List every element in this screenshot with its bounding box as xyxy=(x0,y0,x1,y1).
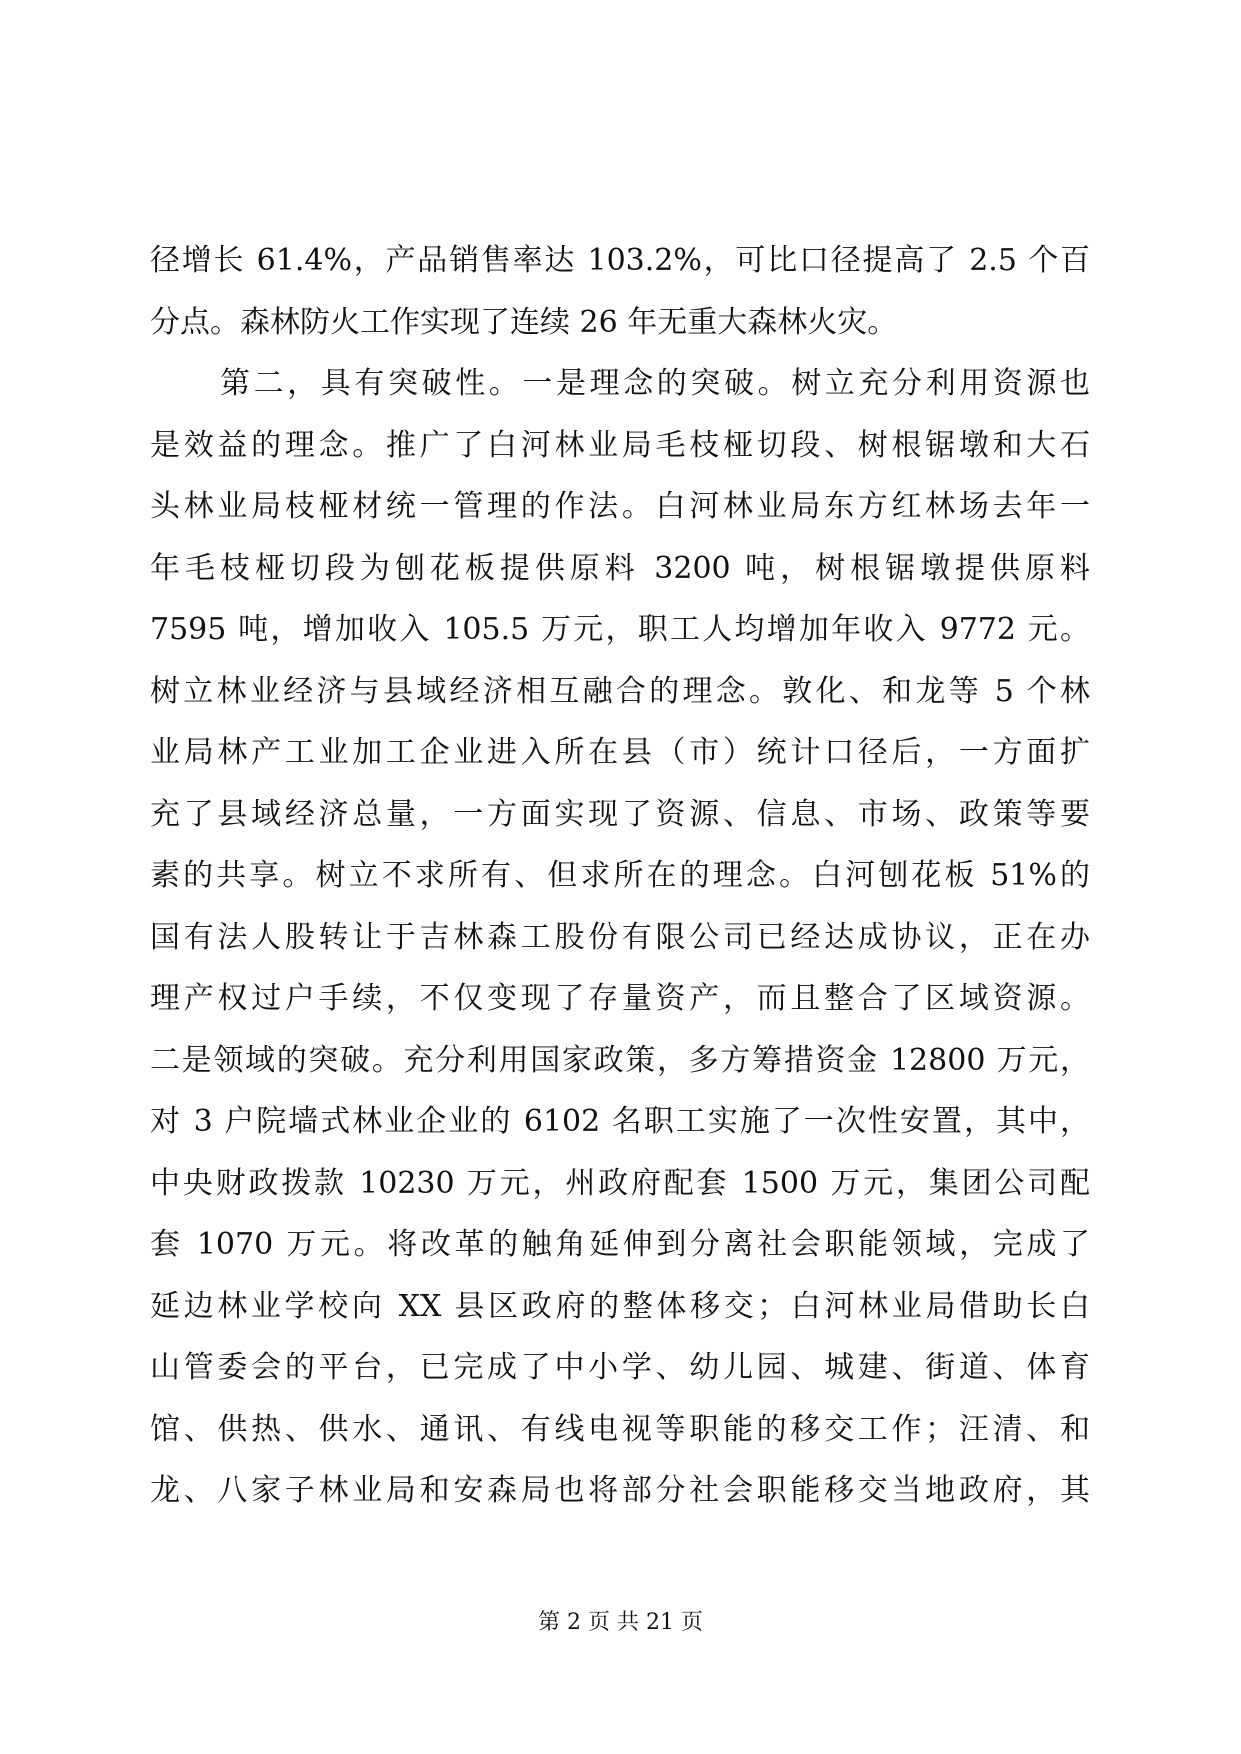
text-line: 理产权过户手续，不仅变现了存量资产，而且整合了区域资源。 xyxy=(150,981,1090,1016)
text-line: 馆、供热、供水、通讯、有线电视等职能的移交工作；汪清、和 xyxy=(150,1411,1090,1447)
text-line: 树立林业经济与县域经济相互融合的理念。敦化、和龙等 5 个林 xyxy=(150,673,1090,709)
text-line: 径增长 61.4%，产品销售率达 103.2%，可比口径提高了 2.5 个百 xyxy=(150,243,1090,278)
text-line: 二是领域的突破。充分利用国家政策，多方筹措资金 12800 万元， xyxy=(150,1042,1090,1078)
text-line: 套 1070 万元。将改革的触角延伸到分离社会职能领域，完成了 xyxy=(150,1227,1090,1262)
paragraph-start-line: 第二，具有突破性。一是理念的突破。树立充分利用资源也 xyxy=(220,366,1090,401)
text-line: 业局林产工业加工企业进入所在县（市）统计口径后，一方面扩 xyxy=(150,735,1090,770)
page-number-footer: 第 2 页 共 21 页 xyxy=(538,1610,703,1635)
text-line: 对 3 户院墙式林业企业的 6102 名职工实施了一次性安置，其中， xyxy=(150,1104,1090,1139)
text-line: 延边林业学校向 XX 县区政府的整体移交；白河林业局借助长白 xyxy=(150,1288,1090,1324)
text-line: 7595 吨，增加收入 105.5 万元，职工人均增加年收入 9772 元。 xyxy=(150,612,1090,647)
text-line: 素的共享。树立不求所有、但求所在的理念。白河刨花板 51%的 xyxy=(150,858,1090,893)
text-line: 是效益的理念。推广了白河林业局毛枝桠切段、树根锯墩和大石 xyxy=(150,427,1090,463)
text-line: 龙、八家子林业局和安森局也将部分社会职能移交当地政府，其 xyxy=(150,1473,1090,1508)
text-line: 分点。森林防火工作实现了连续 26 年无重大森林火灾。 xyxy=(150,304,898,340)
text-line: 山管委会的平台，已完成了中小学、幼儿园、城建、街道、体育 xyxy=(150,1350,1090,1385)
text-line: 充了县域经济总量，一方面实现了资源、信息、市场、政策等要 xyxy=(150,796,1090,832)
text-line: 国有法人股转让于吉林森工股份有限公司已经达成协议，正在办 xyxy=(150,919,1090,955)
body-text xyxy=(150,230,1090,1522)
text-line: 中央财政拨款 10230 万元，州政府配套 1500 万元，集团公司配 xyxy=(150,1165,1090,1201)
text-line: 头林业局枝桠材统一管理的作法。白河林业局东方红林场去年一 xyxy=(150,489,1090,524)
text-line: 年毛枝桠切段为刨花板提供原料 3200 吨，树根锯墩提供原料 xyxy=(150,550,1090,586)
